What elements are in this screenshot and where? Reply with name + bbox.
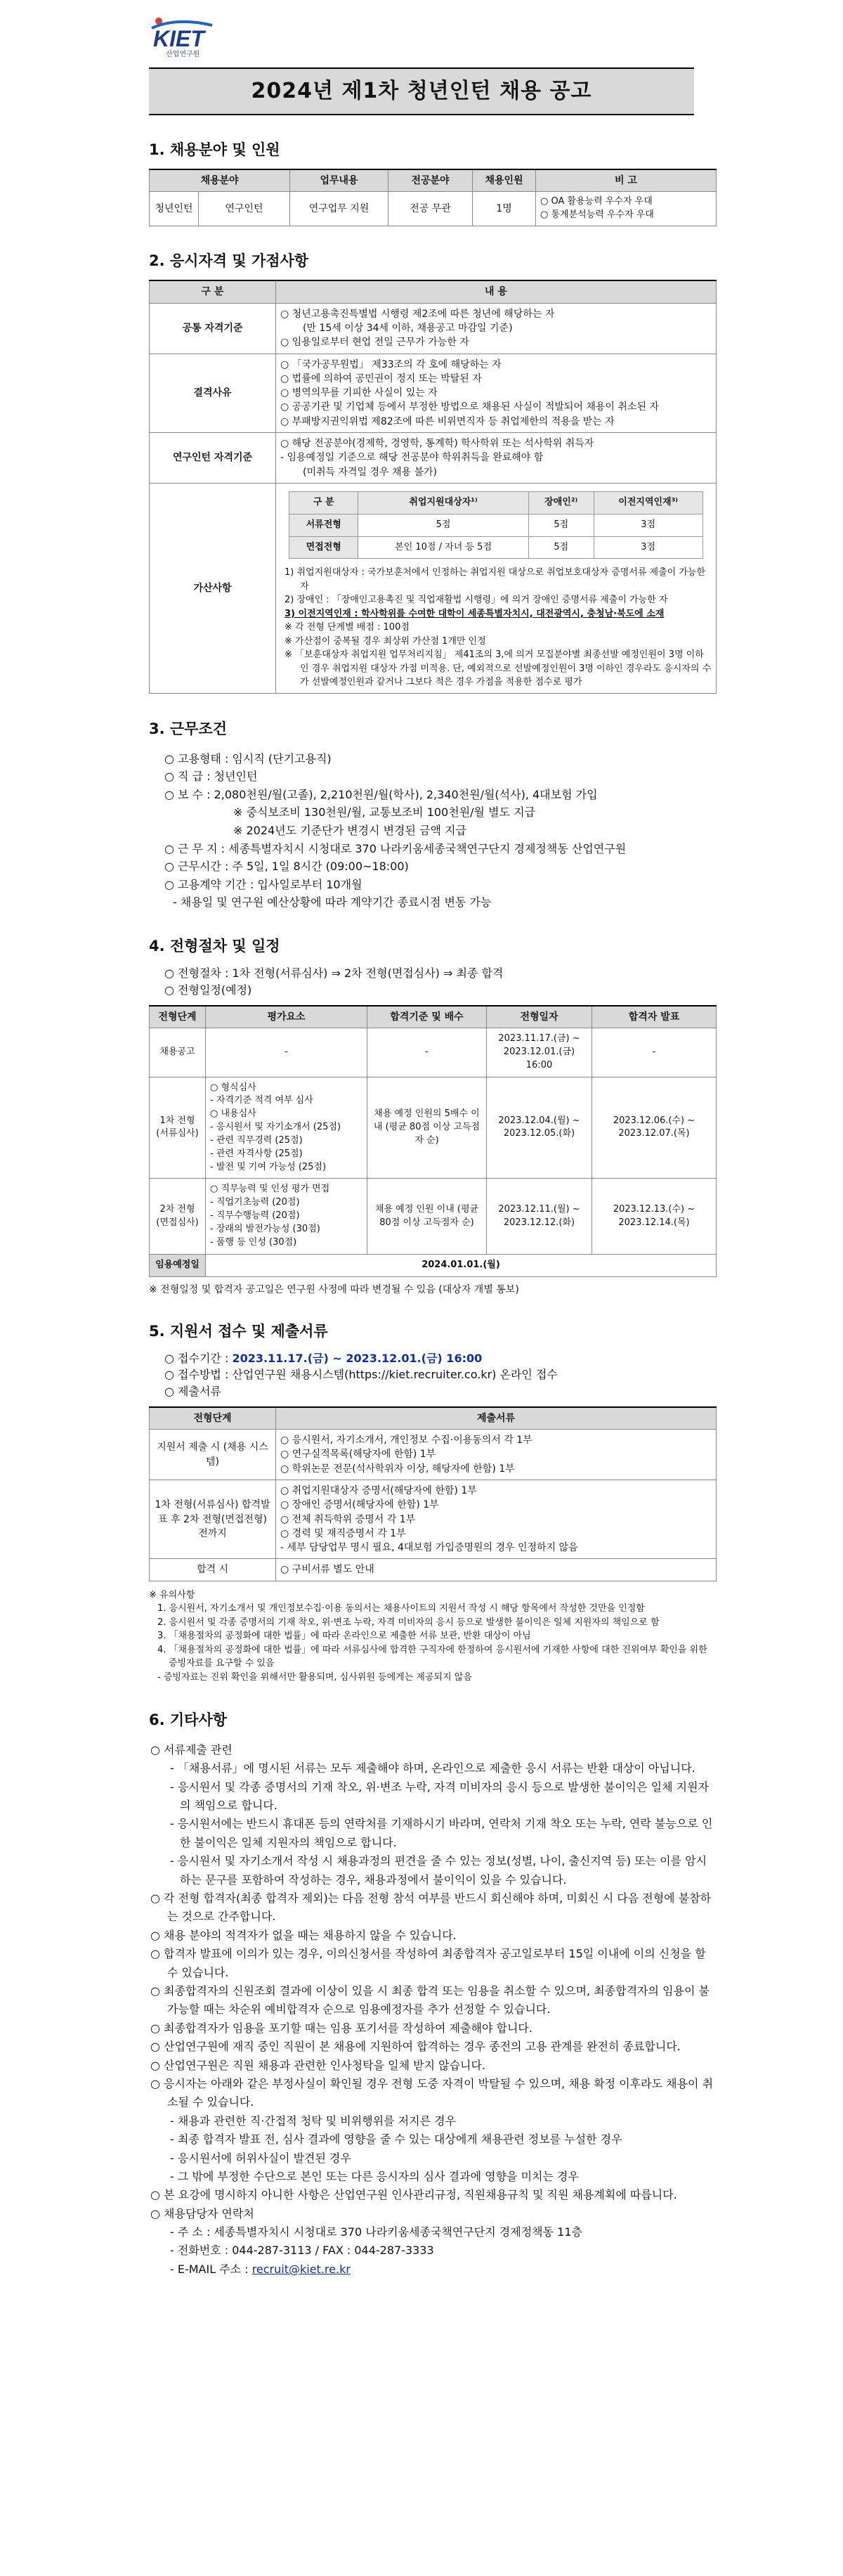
section-other: 6. 기타사항 ○ 서류제출 관련 - 「채용서류」에 명시된 서류는 모두 제출해야 하며, 온라인으로 제출한 응시 서류는 반환 대상이 아닙니다. - 응시원서 및 각종 증명서의 기재 착오, 위·변조 누락, 자격 미비자의 응시 등으로 발생한 불이익은 일체 지원자의 책임으로 합니다. - 응시원서에는 반드시 휴대폰 등의 연락처를 기재하시기 바라며, 연락처 기재 착오 또는 누락, 연락 불능으로 인한 불이익은 일체 지원자의 책임으로 합니다. - 응시원서 및 자기소개서 작성 시 채용과정의 편견을 줄 수 있는 정보(성별, 나이, 출신지역 등) 또는 이를 암시하는 문구를 포함하여 작성하는 경우, 채용과정에서 불이익이 있을 수 있습니다. ○ 각 전형 합격자(최종 합격자 제외)는 다음 전형 참석 여부를 반드시 회신해야 하며, 미회신 시 다음 전형에 불참하는 것으로 간주합니다. ○ 채용 분야의 적격자가 없을 때는 채용하지 않을 수 있습니다. ○ 합격자 발표에 이의가 있는 경우, 이의신청서를 작성하여 최종합격자 공고일로부터 15일 이내에 이의 신청을 할 수 있습니다. ○ 최종합격자의 신원조회 결과에 이상이 있을 시 최종 합격 또는 임용을 취소할 수 있으며, 최종합격자의 임용이 불가능할 때는 차순위 예비합격자 순으로 임용예정자를 추가 선정할 수 있습니다. ○ 최종합격자가 임용을 포기할 때는 임용 포기서를 작성하여 제출해야 합니다. ○ 산업연구원에 재직 중인 직원이 본 채용에 지원하여 합격하는 경우 종전의 고용 관계를 완전히 종료합니다. ○ 산업연구원은 직원 채용과 관련한 인사청탁을 일체 받지 않습니다. ○ 응시자는 아래와 같은 부정사실이 확인될 경우 전형 도중 자격이 박탈될 수 있으며, 채용 확정 이후라도 채용이 취소될 수 있습니다. - 채용과 관련한 직·간접적 청탁 및 비위행위를 저지른 경우 - 최종 합격자 발표 전, 심사 결과에 영향을 줄 수 있는 대상에게 채용관련 정보를 누설한 경우 - 응시원서에 허위사실이 발견된 경우 - 그 밖에 부정한 수단으로 본인 또는 다른 응시자의 심사 결과에 영향을 미치는 경우 ○ 본 요강에 명시하지 아니한 사항은 산업연구원 인사관리규정, 직원채용규칙 및 직원 채용계획에 따릅니다. ○ 채용담당자 연락처 - 주 소 : 세종특별자치시 시청대로 370 나라키움세종국책연구단지 경제정책동 11층 - 전화번호 : 044-287-3113 / FAX : 044-287-3333 - E-MAIL 주소 : recruit@kiet.re.kr <box>149 1708 717 2279</box>
logo-subtext: 산업연구원 <box>166 51 200 58</box>
section-title: 1. 채용분야 및 인원 <box>149 141 280 158</box>
application-period: 2023.11.17.(금) ~ 2023.12.01.(금) 16:00 <box>232 1352 483 1366</box>
list-item: ○ 최종합격자가 임용을 포기할 때는 임용 포기서를 작성하여 제출해야 합니다. <box>150 2021 532 2035</box>
list-item: ○ 산업연구원에 재직 중인 직원이 본 채용에 지원하여 합격하는 경우 종전의 고용 관계를 완전히 종료합니다. <box>150 2040 681 2054</box>
table-row: 채용공고 - - 2023.11.17.(금) ~ 2023.12.01.(금) 16:00 - <box>150 1028 717 1077</box>
table-row: 공통 자격기준 ○ 청년고용촉진특별법 시행령 제2조에 따른 청년에 해당하는 자 (만 15세 이상 34세 이하, 채용공고 마감일 기준) ○ 임용일로부터 현업 전일 근무가 가능한 자 <box>150 303 717 354</box>
list-item: - 응시원서에는 반드시 휴대폰 등의 연락처를 기재하시기 바라며, 연락처 기재 착오 또는 누락, 연락 불능으로 인한 불이익은 일체 지원자의 책임으로 합니다. <box>170 1817 713 1849</box>
list-item: ○ 응시자는 아래와 같은 부정사실이 확인될 경우 전형 도중 자격이 박탈될 수 있으며, 채용 확정 이후라도 채용이 취소될 수 있습니다. <box>150 2076 714 2109</box>
list-item: ○ 최종합격자의 신원조회 결과에 이상이 있을 시 최종 합격 또는 임용을 취소할 수 있으며, 최종합격자의 임용이 불가능할 때는 차순위 예비합격자 순으로 임용예정자를 추가 선정할 수 있습니다. <box>150 1983 710 2017</box>
email-link[interactable]: recruit@kiet.re.kr <box>251 2262 351 2276</box>
list-item: - 응시원서에 허위사실이 발견된 경우 <box>170 2151 351 2165</box>
table-row: 연구인턴 자격기준 ○ 해당 전공분야(경제학, 경영학, 통계학) 학사학위 또는 석사학위 취득자 - 임용예정일 기준으로 해당 전공분야 학위취득을 완료해야 함 (미취득 자격일 경우 채용 불가) <box>150 433 717 484</box>
table-row: 합격 시 ○ 구비서류 별도 안내 <box>150 1559 717 1581</box>
application-notes: ※ 유의사항 1. 응시원서, 자기소개서 및 개인정보수집·이용 동의서는 채용사이트의 지원서 작성 시 해당 항목에서 작성한 것만을 인정함 2. 응시원서 및 각종 증명서의 기재 착오, 위·변조 누락, 자격 미비자의 응시 등으로 발생한 불이익은 일체 지원자의 책임으로 함 3. 「채용절차의 공정화에 대한 법률」에 따라 온라인으로 제출한 서류 보관, 반환 대상이 아님 4. 「채용절차의 공정화에 대한 법률」에 따라 서류심사에 합격한 구직자에 한정하여 응시원서에 기재한 사항에 대한 진위여부 확인을 위한 증빙자료를 요구할 수 있음 - 증빙자료는 진위 확인을 위해서만 활용되며, 심사위원 등에게는 제공되지 않음 <box>149 1589 707 1683</box>
list-item: ○ 본 요강에 명시하지 아니한 사항은 산업연구원 인사관리규정, 직원채용규칙 및 직원 채용계획에 따릅니다. <box>150 2188 677 2202</box>
section-title: 5. 지원서 접수 및 제출서류 <box>149 1322 328 1340</box>
table-row: 2차 전형 (면접심사) ○ 직무능력 및 인성 평가 면접 - 직업기초능력 (20점) - 직무수행능력 (20점) - 장래의 발전가능성 (30점) - 품행 등 인성 (30점) 채용 예정 인원 이내 (평균 80점 이상 고득점자 순) 2023.12.11.(월) ~ 2023.12.12.(화) 2023.12.13.(수) ~ 2023.12.14.(목) <box>150 1179 717 1254</box>
table-row: 결격사유 ○ 「국가공무원법」 제33조의 각 호에 해당하는 자 ○ 법률에 의하여 공민권이 정지 또는 박탈된 자 ○ 병역의무를 기피한 사실이 있는 자 ○ 공공기관 및 기업체 등에서 부정한 방법으로 채용된 사실이 적발되어 채용이 취소된 자 ○ 부패방지권익위법 제82조에 따른 비위면직자 등 취업제한의 적용을 받는 자 <box>150 354 717 432</box>
list-item: - 주 소 : 세종특별자치시 시청대로 370 나라키움세종국책연구단지 경제정책동 11층 <box>170 2225 582 2239</box>
qualification-table: 구 분 내 용 공통 자격기준 ○ 청년고용촉진특별법 시행령 제2조에 따른 청년에 해당하는 자 (만 15세 이상 34세 이하, 채용공고 마감일 기준) ○ 임용일로부터 현업 전일 근무가 가능한 자 결격사유 ○ 「국가공무원법」 제33조의 각 호에 해당하는 자 ○ 법률에 의하여 공민권이 정지 또는 박탈된 자 ○ 병역의무를 기피한 사실이 있는 자 ○ 공공기관 및 기업체 등에서 부정한 방법으로 채용된 사실이 적발되어 채용이 취소된 자 ○ 부패방지권익위법 제82조에 따른 비위면직자 등 취업제한의 적용을 받는 자 연구인턴 자격기준 ○ 해당 전공분야(경제학, 경영학, 통계학) 학사학위 또는 석사학위 취득자 - 임용예정일 기준으로 해당 전공분야 학위취득을 완료해야 함 (미취득 자격일 경우 채용 불가) 가산사항 구 분 취업지원대상자¹⁾ 장애인²⁾ 이전지역인재³⁾ 서류전형 5점 5점 3점 면접전형 본인 10점 / 자녀 등 5점 5점 3점 1) 취업지원대상자 : 국가보훈처에서 인정하는 취업지원 대상으로 취업보호대상자 증명서류 제출이 가능한 자 2) 장애인 : 「장애인고용촉진 및 직업재활법 시행령」에 의거 장애인 증명서류 제출이 가능한 자 3) 이전지역인재 : 학사학위를 수여한 대학이 세종특별자치시, 대전광역시, 충청남·북도에 소재 ※ 각 전형 단계별 배점 : 100점 ※ 가산점이 중복될 경우 최상위 가산점 1개만 인정 ※ 「보훈대상자 취업지원 업무처리지침」 제41조의 3,에 의거 모집분야별 최종선발 예정인원이 3명 이하인 경우 취업지원 대상자 가점 미적용. 단, 예외적으로 선발예정인원이 3명 이하인 경우라도 응시자의 수가 선발예정인원과 같거나 그보다 적은 경우 가점을 적용한 점수로 평가 <box>149 280 717 694</box>
section-schedule: 4. 전형절차 및 일정 ○ 전형절차 : 1차 전형(서류심사) ⇒ 2차 전형(면접심사) ⇒ 최종 합격 ○ 전형일정(예정) 전형단계 평가요소 합격기준 및 배수 전형일자 합격자 발표 채용공고 - - 2023.11.17.(금) ~ 2023.12.01.(금) 16:00 - 1차 전형 (서류심사) ○ 형식심사 - 자격기준 적격 여부 심사 ○ 내용심사 - 응시원서 및 자기소개서 (25점) - 관련 직무경력 (25점) - 관련 자격사항 (25점) - 발전 및 기여 가능성 (25점) 채용 예정 인원의 5배수 이내 (평균 80점 이상 고득점자 순) 2023.12.04.(월) ~ 2023.12.05.(화) 2023.12.06.(수) ~ 2023.12.07.(목) 2차 전형 (면접심사) ○ 직무능력 및 인성 평가 면접 - 직업기초능력 (20점) - 직무수행능력 (20점) - 장래의 발전가능성 (30점) - 품행 등 인성 (30점) 채용 예정 인원 이내 (평균 80점 이상 고득점자 순) 2023.12.11.(월) ~ 2023.12.12.(화) 2023.12.13.(수) ~ 2023.12.14.(목) 임용예정일 2024.01.01.(월) ※ 전형일정 및 합격자 공고일은 연구원 사정에 따라 변경될 수 있음 (대상자 개별 통보) <box>149 936 717 1297</box>
section-title: 2. 응시자격 및 가점사항 <box>149 252 309 269</box>
list-item: - 응시원서 및 각종 증명서의 기재 착오, 위·변조 누락, 자격 미비자의 응시 등으로 발생한 불이익은 일체 지원자의 책임으로 합니다. <box>170 1780 710 1813</box>
list-item: ○ 서류제출 관련 <box>150 1742 233 1756</box>
col-header: 채용분야 <box>150 169 290 192</box>
list-item: ○ 채용담당자 연락처 <box>150 2206 254 2220</box>
col-header: 비 고 <box>536 169 717 192</box>
table-row: 지원서 제출 시 (채용 시스템) ○ 응시원서, 자기소개서, 개인정보 수집·이용동의서 각 1부 ○ 연구실적목록(해당자에 한함) 1부 ○ 학위논문 전문(석사학위자 이상, 해당자에 한함) 1부 <box>150 1430 717 1480</box>
table-row: 면접전형 본인 10점 / 자녀 등 5점 5점 3점 <box>289 536 702 559</box>
list-item: - 최종 합격자 발표 전, 심사 결과에 영향을 줄 수 있는 대상에게 채용관련 정보를 누설한 경우 <box>170 2132 622 2147</box>
section-title: 3. 근무조건 <box>149 720 228 737</box>
table-row: 1차 전형(서류심사) 합격발표 후 2차 전형(면접전형)전까지 ○ 취업지원대상자 증명서(해당자에 한함) 1부 ○ 장애인 증명서(해당자에 한함) 1부 ○ 전체 취득학위 증명서 각 1부 ○ 경력 및 재직증명서 각 1부 - 세부 담당업무 명시 필요, 4대보험 가입증명원의 경우 인정하지 않음 <box>150 1480 717 1558</box>
section-recruit-field <box>149 139 717 226</box>
documents-table: 전형단계 제출서류 지원서 제출 시 (채용 시스템) ○ 응시원서, 자기소개서, 개인정보 수집·이용동의서 각 1부 ○ 연구실적목록(해당자에 한함) 1부 ○ 학위논문 전문(석사학위자 이상, 해당자에 한함) 1부 1차 전형(서류심사) 합격발표 후 2차 전형(면접전형)전까지 ○ 취업지원대상자 증명서(해당자에 한함) 1부 ○ 장애인 증명서(해당자에 한함) 1부 ○ 전체 취득학위 증명서 각 1부 ○ 경력 및 재직증명서 각 1부 - 세부 담당업무 명시 필요, 4대보험 가입증명원의 경우 인정하지 않음 합격 시 ○ 구비서류 별도 안내 <box>149 1406 717 1581</box>
list-item: ○ 합격자 발표에 이의가 있는 경우, 이의신청서를 작성하여 최종합격자 공고일로부터 15일 이내에 이의 신청을 할 수 있습니다. <box>150 1947 706 1979</box>
section-title: 4. 전형절차 및 일정 <box>149 937 280 954</box>
page-title: 2024년 제1차 청년인턴 채용 공고 <box>149 67 694 115</box>
col-header: 전공분야 <box>388 169 473 192</box>
list-item: - 전화번호 : 044-287-3113 / FAX : 044-287-3333 <box>170 2244 434 2258</box>
list-item: - 그 밖에 부정한 수단으로 본인 또는 다른 응시자의 심사 결과에 영향을 미치는 경우 <box>170 2169 579 2183</box>
table-row: 가산사항 구 분 취업지원대상자¹⁾ 장애인²⁾ 이전지역인재³⁾ 서류전형 5점 5점 3점 면접전형 본인 10점 / 자녀 등 5점 5점 3점 1) 취업지원대상자 : 국가보훈처에서 인정하는 취업지원 대상으로 취업보호대상자 증명서류 제출이 가능한 자 2) 장애인 : 「장애인고용촉진 및 직업재활법 시행령」에 의거 장애인 증명서류 제출이 가능한 자 3) 이전지역인재 : 학사학위를 수여한 대학이 세종특별자치시, 대전광역시, 충청남·북도에 소재 ※ 각 전형 단계별 배점 : 100점 ※ 가산점이 중복될 경우 최상위 가산점 1개만 인정 ※ 「보훈대상자 취업지원 업무처리지침」 제41조의 3,에 의거 모집분야별 최종선발 예정인원이 3명 이하인 경우 취업지원 대상자 가점 미적용. 단, 예외적으로 선발예정인원이 3명 이하인 경우라도 응시자의 수가 선발예정인원과 같거나 그보다 적은 경우 가점을 적용한 점수로 평가 <box>150 483 717 693</box>
recruit-table <box>149 169 717 226</box>
bonus-notes: 1) 취업지원대상자 : 국가보훈처에서 인정하는 취업지원 대상으로 취업보호대상자 증명서류 제출이 가능한 자 2) 장애인 : 「장애인고용촉진 및 직업재활법 시행령」에 의거 장애인 증명서류 제출이 가능한 자 3) 이전지역인재 : 학사학위를 수여한 대학이 세종특별자치시, 대전광역시, 충청남·북도에 소재 ※ 각 전형 단계별 배점 : 100점 ※ 가산점이 중복될 경우 최상위 가산점 1개만 인정 ※ 「보훈대상자 취업지원 업무처리지침」 제41조의 3,에 의거 모집분야별 최종선발 예정인원이 3명 이하인 경우 취업지원 대상자 가점 미적용. 단, 예외적으로 선발예정인원이 3명 이하인 경우라도 응시자의 수가 선발예정인원과 같거나 그보다 적은 경우 가점을 적용한 점수로 평가 <box>285 567 712 688</box>
section-title: 6. 기타사항 <box>149 1711 228 1729</box>
schedule-table: 전형단계 평가요소 합격기준 및 배수 전형일자 합격자 발표 채용공고 - - 2023.11.17.(금) ~ 2023.12.01.(금) 16:00 - 1차 전형 (서류심사) ○ 형식심사 - 자격기준 적격 여부 심사 ○ 내용심사 - 응시원서 및 자기소개서 (25점) - 관련 직무경력 (25점) - 관련 자격사항 (25점) - 발전 및 기여 가능성 (25점) 채용 예정 인원의 5배수 이내 (평균 80점 이상 고득점자 순) 2023.12.04.(월) ~ 2023.12.05.(화) 2023.12.06.(수) ~ 2023.12.07.(목) 2차 전형 (면접심사) ○ 직무능력 및 인성 평가 면접 - 직업기초능력 (20점) - 직무수행능력 (20점) - 장래의 발전가능성 (30점) - 품행 등 인성 (30점) 채용 예정 인원 이내 (평균 80점 이상 고득점자 순) 2023.12.11.(월) ~ 2023.12.12.(화) 2023.12.13.(수) ~ 2023.12.14.(목) 임용예정일 2024.01.01.(월) <box>149 1005 717 1277</box>
col-header: 업무내용 <box>290 169 388 192</box>
list-item: - 채용과 관련한 직·간접적 청탁 및 비위행위를 저지른 경우 <box>170 2114 457 2128</box>
list-item: - 「채용서류」에 명시된 서류는 모두 제출해야 하며, 온라인으로 제출한 응시 서류는 반환 대상이 아닙니다. <box>170 1761 695 1775</box>
table-row: 1차 전형 (서류심사) ○ 형식심사 - 자격기준 적격 여부 심사 ○ 내용심사 - 응시원서 및 자기소개서 (25점) - 관련 직무경력 (25점) - 관련 자격사항 (25점) - 발전 및 기여 가능성 (25점) 채용 예정 인원의 5배수 이내 (평균 80점 이상 고득점자 순) 2023.12.04.(월) ~ 2023.12.05.(화) 2023.12.06.(수) ~ 2023.12.07.(목) <box>150 1077 717 1179</box>
list-item: - 응시원서 및 자기소개서 작성 시 채용과정의 편견을 줄 수 있는 정보(성별, 나이, 출신지역 등) 또는 이를 암시하는 문구를 포함하여 작성하는 경우, 채용과정에서 불이익이 있을 수 있습니다. <box>170 1854 707 1886</box>
list-item: ○ 산업연구원은 직원 채용과 관련한 인사청탁을 일체 받지 않습니다. <box>150 2058 486 2072</box>
table-row: 서류전형 5점 5점 3점 <box>289 514 702 536</box>
section-work-conditions: 3. 근무조건 ○ 고용형태 : 임시직 (단기고용직) ○ 직 급 : 청년인턴 ○ 보 수 : 2,080천원/월(고졸), 2,210천원/월(학사), 2,340천원/월(석사), 4대보험 가입 ※ 중식보조비 130천원/월, 교통보조비 100천원/월 별도 지급 ※ 2024년도 기준단가 변경시 변경된 금액 지급 ○ 근 무 지 : 세종특별자치시 시청대로 370 나라키움세종국책연구단지 경제정책동 산업연구원 ○ 근무시간 : 주 5일, 1일 8시간 (09:00~18:00) ○ 고용계약 기간 : 입사일로부터 10개월 - 채용일 및 연구원 예산상황에 따라 계약기간 종료시점 변동 가능 <box>149 718 717 912</box>
list-item: ○ 각 전형 합격자(최종 합격자 제외)는 다음 전형 참석 여부를 반드시 회신해야 하며, 미회신 시 다음 전형에 불참하는 것으로 간주합니다. <box>150 1891 712 1924</box>
col-header: 채용인원 <box>473 169 536 192</box>
kiet-logo <box>0 13 843 62</box>
list-item: ○ 채용 분야의 적격자가 없을 때는 채용하지 않을 수 있습니다. <box>150 1928 457 1942</box>
bonus-table: 구 분 취업지원대상자¹⁾ 장애인²⁾ 이전지역인재³⁾ 서류전형 5점 5점 3점 면접전형 본인 10점 / 자녀 등 5점 5점 3점 <box>289 491 702 559</box>
application-method[interactable]: ○ 접수방법 : 산업연구원 채용시스템(https://kiet.recruiter.co.kr) 온라인 접수 <box>164 1368 558 1382</box>
table-row: 청년인턴 연구인턴 연구업무 지원 전공 무관 1명 ○ OA 활용능력 우수자 우대 ○ 통계분석능력 우수자 우대 <box>150 192 717 226</box>
table-row: 임용예정일 2024.01.01.(월) <box>150 1254 717 1276</box>
section-application: 5. 지원서 접수 및 제출서류 ○ 접수기간 : 2023.11.17.(금) ~ 2023.12.01.(금) 16:00 ○ 접수방법 : 산업연구원 채용시스템(https://kiet.recruiter.co.kr) 온라인 접수 ○ 제출서류 전형단계 제출서류 지원서 제출 시 (채용 시스템) ○ 응시원서, 자기소개서, 개인정보 수집·이용동의서 각 1부 ○ 연구실적목록(해당자에 한함) 1부 ○ 학위논문 전문(석사학위자 이상, 해당자에 한함) 1부 1차 전형(서류심사) 합격발표 후 2차 전형(면접전형)전까지 ○ 취업지원대상자 증명서(해당자에 한함) 1부 ○ 장애인 증명서(해당자에 한함) 1부 ○ 전체 취득학위 증명서 각 1부 ○ 경력 및 재직증명서 각 1부 - 세부 담당업무 명시 필요, 4대보험 가입증명원의 경우 인정하지 않음 합격 시 ○ 구비서류 별도 안내 ※ 유의사항 1. 응시원서, 자기소개서 및 개인정보수집·이용 동의서는 채용사이트의 지원서 작성 시 해당 항목에서 작성한 것만을 인정함 2. 응시원서 및 각종 증명서의 기재 착오, 위·변조 누락, 자격 미비자의 응시 등으로 발생한 불이익은 일체 지원자의 책임으로 함 3. 「채용절차의 공정화에 대한 법률」에 따라 온라인으로 제출한 서류 보관, 반환 대상이 아님 4. 「채용절차의 공정화에 대한 법률」에 따라 서류심사에 합격한 구직자에 한정하여 응시원서에 기재한 사항에 대한 진위여부 확인을 위한 증빙자료를 요구할 수 있음 - 증빙자료는 진위 확인을 위해서만 활용되며, 심사위원 등에게는 제공되지 않음 <box>149 1321 717 1684</box>
section-qualifications <box>149 250 717 694</box>
logo-text: KIET <box>153 26 204 51</box>
